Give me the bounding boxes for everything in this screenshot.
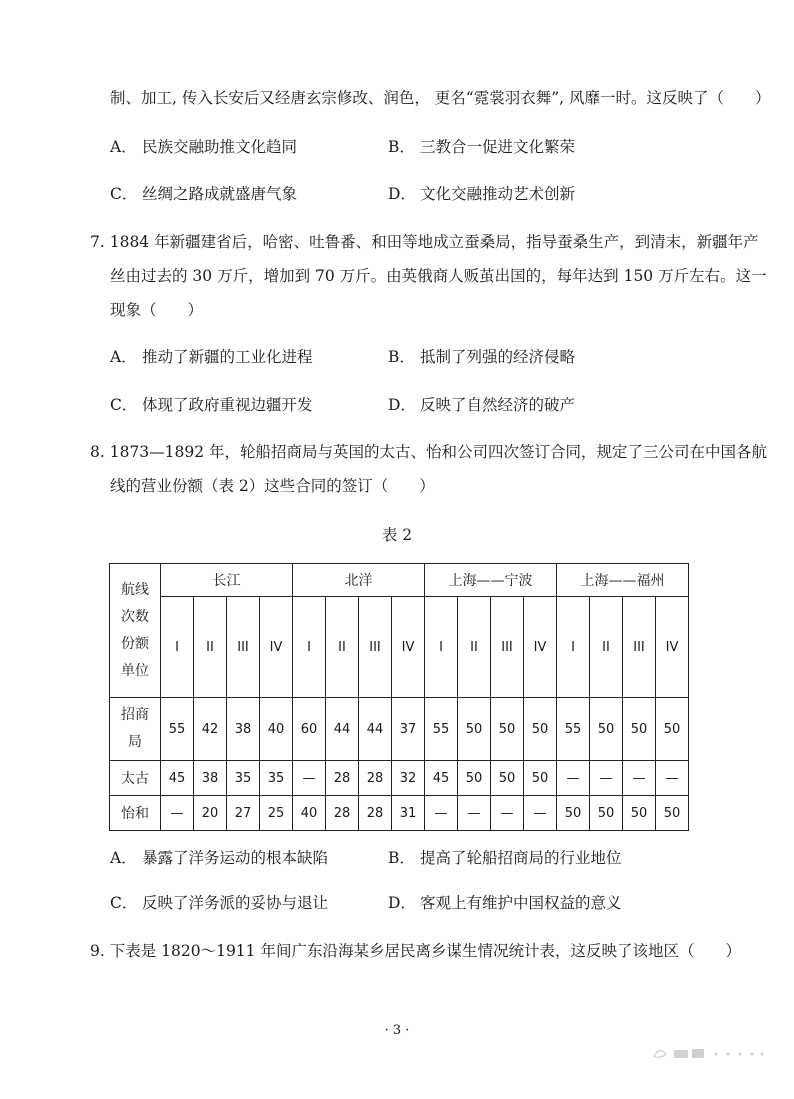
- term-header: II: [458, 597, 491, 698]
- term-header: III: [227, 597, 260, 698]
- table-cell: 27: [227, 796, 260, 831]
- q7-line-1: 7. 1884 年新疆建省后，哈密、吐鲁番、和田等地成立蚕桑局，指导蚕桑生产，到清末，新疆年产: [90, 233, 759, 251]
- q6-option-b: [388, 135, 575, 157]
- option-text: 反映了洋务派的妥协与退让: [142, 894, 329, 912]
- table-row: [110, 796, 689, 831]
- q7-line-2: 丝由过去的 30 万斤，增加到 70 万斤。由英俄商人贩茧出国的，每年达到 150 万斤左右。这一: [110, 267, 767, 285]
- table-cell: 31: [392, 796, 425, 831]
- row-label: 怡和: [110, 796, 161, 831]
- table-cell: 50: [656, 796, 689, 831]
- q8-option-a: [110, 846, 328, 868]
- table-cell: 50: [491, 698, 524, 761]
- term-header: I: [293, 597, 326, 698]
- route-header: 长江: [161, 564, 293, 597]
- table-cell: 50: [656, 698, 689, 761]
- term-header: I: [161, 597, 194, 698]
- q9-line: 9. 下表是 1820～1911 年间广东沿海某乡居民离乡谋生情况统计表，这反映了该地区（ ）: [90, 942, 741, 960]
- table-cell: 50: [623, 698, 656, 761]
- term-header: I: [557, 597, 590, 698]
- table-cell: —: [623, 761, 656, 796]
- q7-option-a: [110, 345, 313, 367]
- table-cell: 28: [326, 761, 359, 796]
- table-cell: 28: [326, 796, 359, 831]
- term-header: I: [425, 597, 458, 698]
- table-cell: 50: [524, 698, 557, 761]
- option-text: 暴露了洋务运动的根本缺陷: [142, 849, 329, 867]
- q8-option-d: [388, 891, 622, 913]
- term-header: III: [623, 597, 656, 698]
- table-caption: 表 2: [381, 526, 413, 544]
- table-cell: —: [491, 796, 524, 831]
- q7-line-3: 现象（ ）: [110, 301, 204, 319]
- term-header: IV: [656, 597, 689, 698]
- table-cell: —: [557, 761, 590, 796]
- table-cell: 32: [392, 761, 425, 796]
- q8-option-b: [388, 846, 622, 868]
- term-header: III: [491, 597, 524, 698]
- option-letter: B．: [388, 849, 415, 867]
- table-cell: 35: [260, 761, 293, 796]
- q8-option-c: [110, 891, 328, 913]
- table-cell: 50: [458, 698, 491, 761]
- option-text: 体现了政府重视边疆开发: [142, 396, 313, 414]
- option-letter: C．: [110, 894, 138, 912]
- table-cell: 20: [194, 796, 227, 831]
- q7-option-d: [388, 393, 575, 415]
- table-cell: 44: [359, 698, 392, 761]
- route-header: 北洋: [293, 564, 425, 597]
- table-cell: 38: [194, 761, 227, 796]
- option-text: 三教合一促进文化繁荣: [420, 138, 576, 156]
- table-cell: 50: [623, 796, 656, 831]
- option-letter: D．: [388, 185, 416, 203]
- table-cell: 44: [326, 698, 359, 761]
- page-number: · 3 ·: [384, 1023, 410, 1038]
- q7-option-c: [110, 393, 313, 415]
- table-cell: 28: [359, 761, 392, 796]
- table-cell: —: [425, 796, 458, 831]
- option-text: 丝绸之路成就盛唐气象: [142, 185, 298, 203]
- table-cell: 42: [194, 698, 227, 761]
- q8-line-1: 8. 1873—1892 年，轮船招商局与英国的太古、怡和公司四次签订合同，规定了三公司在中国各航: [90, 443, 768, 461]
- row-label-line: 招商: [121, 707, 149, 723]
- q6-continuation: 制、加工, 传入长安后又经唐玄宗修改、润色， 更名“霓裳羽衣舞”, 风靡一时。这反映了（ ）: [110, 89, 771, 107]
- table-cell: 40: [260, 698, 293, 761]
- q6-option-a: [110, 135, 297, 157]
- corner-header-line: 单位: [121, 662, 149, 679]
- row-label: [110, 698, 161, 761]
- option-text: 文化交融推动艺术创新: [420, 185, 576, 203]
- table-cell: 45: [425, 761, 458, 796]
- term-header: II: [590, 597, 623, 698]
- table-cell: 35: [227, 761, 260, 796]
- table-cell: —: [656, 761, 689, 796]
- option-text: 提高了轮船招商局的行业地位: [420, 849, 622, 867]
- term-header: IV: [524, 597, 557, 698]
- table-cell: 45: [161, 761, 194, 796]
- option-letter: B．: [388, 348, 415, 366]
- option-text: 客观上有维护中国权益的意义: [420, 894, 622, 912]
- table-cell: —: [293, 761, 326, 796]
- term-header: II: [194, 597, 227, 698]
- q7-option-b: [388, 345, 575, 367]
- table-corner-header: [110, 564, 161, 698]
- table-cell: 60: [293, 698, 326, 761]
- option-letter: A．: [110, 138, 137, 156]
- table-cell: —: [590, 761, 623, 796]
- option-letter: C．: [110, 396, 138, 414]
- table-cell: 25: [260, 796, 293, 831]
- table-cell: 55: [557, 698, 590, 761]
- table-cell: 55: [161, 698, 194, 761]
- term-header: III: [359, 597, 392, 698]
- q8-line-2: 线的营业份额（表 2）这些合同的签订（ ）: [110, 477, 435, 495]
- term-header: II: [326, 597, 359, 698]
- watermark-logo: [650, 1044, 770, 1062]
- table-row: [110, 761, 689, 796]
- table-row: [110, 698, 689, 761]
- corner-header-line: 份额: [121, 635, 149, 652]
- route-header: 上海——宁波: [425, 564, 557, 597]
- option-text: 抵制了列强的经济侵略: [420, 348, 576, 366]
- option-text: 反映了自然经济的破产: [420, 396, 576, 414]
- route-header: 上海——福州: [557, 564, 689, 597]
- corner-header-line: 航线: [121, 581, 149, 598]
- term-header: IV: [392, 597, 425, 698]
- row-label: 太古: [110, 761, 161, 796]
- table-cell: 50: [458, 761, 491, 796]
- table-cell: 50: [590, 796, 623, 831]
- table-cell: 50: [590, 698, 623, 761]
- option-letter: B．: [388, 138, 415, 156]
- table-cell: 55: [425, 698, 458, 761]
- table-cell: —: [458, 796, 491, 831]
- table-cell: 50: [491, 761, 524, 796]
- corner-header-line: 次数: [121, 608, 149, 625]
- table-cell: 38: [227, 698, 260, 761]
- table-cell: 40: [293, 796, 326, 831]
- option-letter: C．: [110, 185, 138, 203]
- q6-option-d: [388, 182, 575, 204]
- table-cell: 50: [557, 796, 590, 831]
- option-text: 推动了新疆的工业化进程: [142, 348, 313, 366]
- option-letter: D．: [388, 396, 416, 414]
- row-label-line: 局: [128, 734, 142, 750]
- table-cell: —: [524, 796, 557, 831]
- option-letter: A．: [110, 849, 137, 867]
- table-cell: 28: [359, 796, 392, 831]
- table-cell: 50: [524, 761, 557, 796]
- option-text: 民族交融助推文化趋同: [142, 138, 298, 156]
- term-header: IV: [260, 597, 293, 698]
- option-letter: D．: [388, 894, 416, 912]
- table-cell: 37: [392, 698, 425, 761]
- q6-option-c: [110, 182, 297, 204]
- table-cell: —: [161, 796, 194, 831]
- option-letter: A．: [110, 348, 137, 366]
- shipping-share-table: [109, 563, 689, 831]
